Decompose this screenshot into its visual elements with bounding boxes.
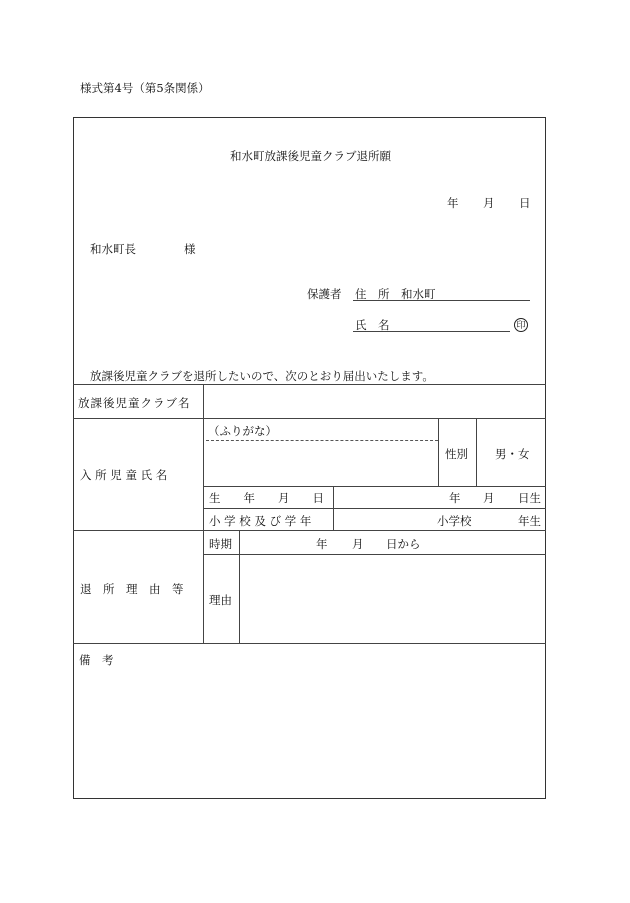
seal-mark: 印 [514, 318, 528, 332]
remarks-field[interactable] [76, 670, 544, 796]
row-line [203, 486, 546, 487]
date-year-label: 年 [447, 196, 459, 210]
grade-suffix: 年生 [518, 514, 541, 528]
col-line [438, 418, 439, 486]
table-top-line [73, 384, 546, 385]
reason-field[interactable] [242, 557, 544, 641]
birthdate-day-suffix: 日生 [518, 491, 541, 505]
furigana-field[interactable] [206, 423, 436, 439]
date-day-label: 日 [519, 196, 531, 210]
birthdate-month-suffix: 月 [483, 491, 495, 505]
col-line [333, 486, 334, 530]
guardian-address-label: 住 所 [355, 287, 390, 301]
statement-text: 放課後児童クラブを退所したいので、次のとおり届出いたします。 [90, 369, 434, 383]
guardian-name-label: 氏 名 [355, 318, 390, 332]
child-name-label: 入 所 児 童 氏 名 [80, 468, 168, 482]
date-month-label: 月 [483, 196, 495, 210]
gender-options[interactable]: 男・女 [495, 447, 530, 461]
guardian-name-line [353, 331, 510, 332]
period-year-suffix: 年 [316, 537, 328, 551]
period-month-suffix: 月 [352, 537, 364, 551]
school-suffix: 小学校 [437, 514, 472, 528]
period-label: 時期 [209, 537, 232, 551]
form-title: 和水町放課後児童クラブ退所願 [230, 149, 391, 163]
guardian-label: 保護者 [307, 287, 342, 301]
form-number: 様式第4号（第5条関係） [80, 81, 210, 95]
row-line [203, 508, 546, 509]
furigana-label: （ふりがな） [208, 424, 277, 438]
club-name-label: 放課後児童クラブ名 [78, 396, 191, 410]
addressee-honorific: 様 [184, 242, 196, 256]
gender-label: 性別 [445, 447, 468, 461]
row-line [73, 643, 546, 644]
col-line [476, 418, 477, 486]
col-line [203, 384, 204, 643]
guardian-address-line [353, 300, 530, 301]
remarks-label: 備 考 [79, 653, 114, 667]
period-from-suffix: 日から [386, 537, 421, 551]
club-name-field[interactable] [205, 390, 545, 416]
furigana-dash-line [206, 440, 438, 441]
guardian-address-value: 和水町 [401, 287, 436, 301]
row-line [73, 530, 546, 531]
school-label: 小 学 校 及 び 学 年 [209, 514, 312, 528]
addressee-name: 和水町長 [90, 242, 136, 256]
birthdate-year-suffix: 年 [449, 491, 461, 505]
row-line [203, 554, 546, 555]
col-line [239, 530, 240, 643]
withdrawal-reason-label: 退 所 理 由 等 [80, 582, 184, 596]
child-name-field[interactable] [206, 444, 436, 484]
reason-label: 理由 [209, 593, 232, 607]
birthdate-label: 生 年 月 日 [209, 491, 324, 505]
